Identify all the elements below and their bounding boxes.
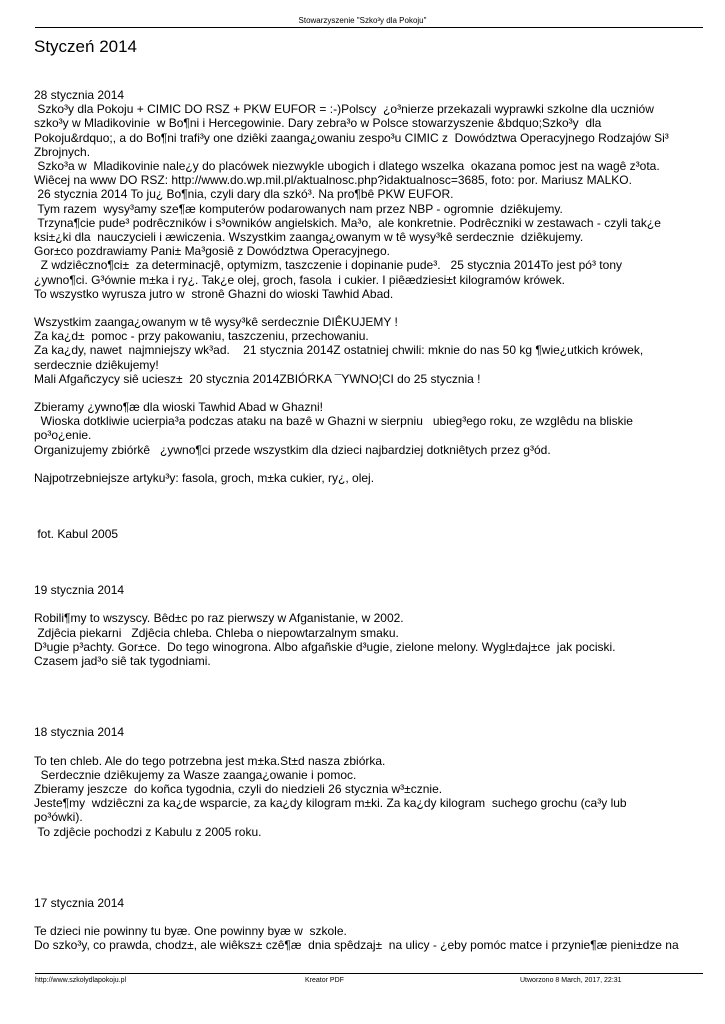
entry-line: po³ówki). — [34, 810, 83, 825]
entry-line: Do szko³y, co prawda, chodz±, ale wiêksz± czê¶æ dnia spêdzaj± na ulicy - ¿eby pomóc matce i przynie¶æ pieni±dze na — [34, 938, 679, 953]
entry-date: 18 stycznia 2014 — [34, 725, 125, 740]
entry-date: 17 stycznia 2014 — [34, 895, 125, 910]
page-title: Styczeń 2014 — [34, 37, 138, 56]
entry — [34, 583, 702, 668]
entry-line: To zdjêcie pochodzi z Kabulu z 2005 roku. — [34, 824, 262, 839]
entry-line: Robili¶my to wszyscy. Bêd±c po raz pierwszy w Afganistanie, w 2002. — [34, 611, 404, 626]
entry-line: Wioska dotkliwie ucierpia³a podczas ataku na bazê w Ghazni w sierpniu ubieg³ego roku, ze wzglêdu na bliskie — [34, 414, 633, 429]
entry-line: To wszystko wyrusza jutro w stronê Ghazni do wioski Tawhid Abad. — [34, 286, 394, 301]
footer-divider — [35, 973, 703, 974]
footer-site-link[interactable]: http://www.szkolydlapokoju.pl — [35, 977, 127, 984]
entry-line: szko³y w Mladikovinie w Bo¶ni i Hercegowinie. Dary zebra³o w Polsce stowarzyszenie &bdquo;Szko³y dla — [34, 116, 602, 131]
article-content — [34, 88, 702, 952]
entry-line: 26 stycznia 2014 To ju¿ Bo¶nia, czyli dary dla szkó³. Na pro¶bê PKW EUFOR. — [34, 187, 454, 202]
entry-line: Za ka¿dy, nawet najmniejszy wk³ad. 21 stycznia 2014Z ostatniej chwili: mknie do nas 50 kg ¶wie¿utkich krówek, — [34, 343, 644, 358]
entry-line: Szko³a w Mladikovinie nale¿y do placówek niezwykle ubogich i dlatego wszelka okazana pomoc jest na wagê z³ota. — [34, 159, 660, 174]
entry-date: 28 stycznia 2014 — [34, 88, 125, 102]
entry-line: D³ugie p³achty. Gor±ce. Do tego winogrona. Albo afgañskie d³ugie, zielone melony. Wygl±daj±ce jak pociski. — [34, 639, 616, 654]
header-divider — [35, 27, 703, 28]
entry-line: Serdecznie dziêkujemy za Wasze zaanga¿owanie i pomoc. — [34, 767, 357, 782]
entry-line: Czasem jad³o siê tak tygodniami. — [34, 654, 211, 669]
entry-line: Zbieramy ¿ywno¶æ dla wioski Tawhid Abad w Ghazni! — [34, 400, 324, 415]
footer-created-date: Utworzono 8 March, 2017, 22:31 — [520, 977, 622, 984]
entry-line: Pokoju&rdquo;, a do Bo¶ni trafi³y one dziêki zaanga¿owaniu zespo³u CIMIC z Dowództwa Operacyjnego Rodzajów Si³ — [34, 130, 669, 145]
entry — [34, 88, 702, 541]
entry-line: Trzyna¶cie pude³ podrêczników i s³owników angielskich. Ma³o, ale konkretnie. Podrêczniki w zestawach - czyli tak¿e — [34, 215, 661, 230]
entry-line: Szko³y dla Pokoju + CIMIC DO RSZ + PKW EUFOR = :-)Polscy ¿o³nierze przekazali wyprawki szkolne dla uczniów — [34, 102, 654, 117]
entry-line: serdecznie dziêkujemy! — [34, 357, 159, 372]
entry-line: Z wdziêczno¶ci± za determinacjê, optymizm, taszczenie i dopinanie pude³. 25 stycznia 2014To jest pó³ tony — [34, 258, 622, 273]
entry-line: Tym razem wysy³amy sze¶æ komputerów podarowanych nam przez NBP - ogromnie dziêkujemy. — [34, 201, 563, 216]
entry-date: 19 stycznia 2014 — [34, 583, 125, 598]
entry-line: Zbrojnych. — [34, 144, 91, 159]
footer-creator: Kreator PDF — [305, 977, 344, 984]
entry-line: ¿ywno¶ci. G³ównie m±ka i ry¿. Tak¿e olej, groch, fasola i cukier. I piêædziesi±t kilogramów krówek. — [34, 272, 565, 287]
page-header-org: Stowarzyszenie "Szko³y dla Pokoju" — [298, 16, 427, 25]
entry-line: Za ka¿d± pomoc - przy pakowaniu, taszczeniu, przechowaniu. — [34, 329, 369, 344]
photo-caption: fot. Kabul 2005 — [34, 527, 119, 542]
entry-line: Gor±co pozdrawiamy Pani± Ma³gosiê z Dowództwa Operacyjnego. — [34, 244, 390, 259]
entry-line: Zbieramy jeszcze do koñca tygodnia, czyli do niedzieli 26 stycznia w³±cznie. — [34, 781, 443, 796]
entry-line: Te dzieci nie powinny tu byæ. One powinny byæ w szkole. — [34, 923, 347, 938]
entry-line: po³o¿enie. — [34, 428, 92, 443]
entry — [34, 725, 702, 838]
entry-line: Najpotrzebniejsze artyku³y: fasola, groch, m±ka cukier, ry¿, olej. — [34, 470, 375, 485]
entry — [34, 896, 702, 953]
entry-line: Jeste¶my wdziêczni za ka¿de wsparcie, za ka¿dy kilogram m±ki. Za ka¿dy kilogram suchego grochu (ca³y lub — [34, 796, 627, 811]
entry-line: Mali Afgañczycy siê uciesz± 20 stycznia 2014ZBIÓRKA ¯YWNO¦CI do 25 stycznia ! — [34, 371, 481, 386]
entry-line: ksi±¿ki dla nauczycieli i æwiczenia. Wszystkim zaanga¿owanym w tê wysy³kê serdecznie dziêkujemy. — [34, 230, 584, 245]
entry-line: Organizujemy zbiórkê ¿ywno¶ci przede wszystkim dla dzieci najbardziej dotkniêtych przez g³ód. — [34, 442, 551, 457]
entry-line: Zdjêcia piekarni Zdjêcia chleba. Chleba o niepowtarzalnym smaku. — [34, 625, 399, 640]
entry-line: Wiêcej na www DO RSZ: http://www.do.wp.mil.pl/aktualnosc.php?idaktualnosc=3685, foto: por. Mariusz MALKO. — [34, 173, 632, 188]
entry-line: To ten chleb. Ale do tego potrzebna jest m±ka.St±d nasza zbiórka. — [34, 753, 386, 768]
entry-line: Wszystkim zaanga¿owanym w tê wysy³kê serdecznie DIÊKUJEMY ! — [34, 315, 398, 330]
